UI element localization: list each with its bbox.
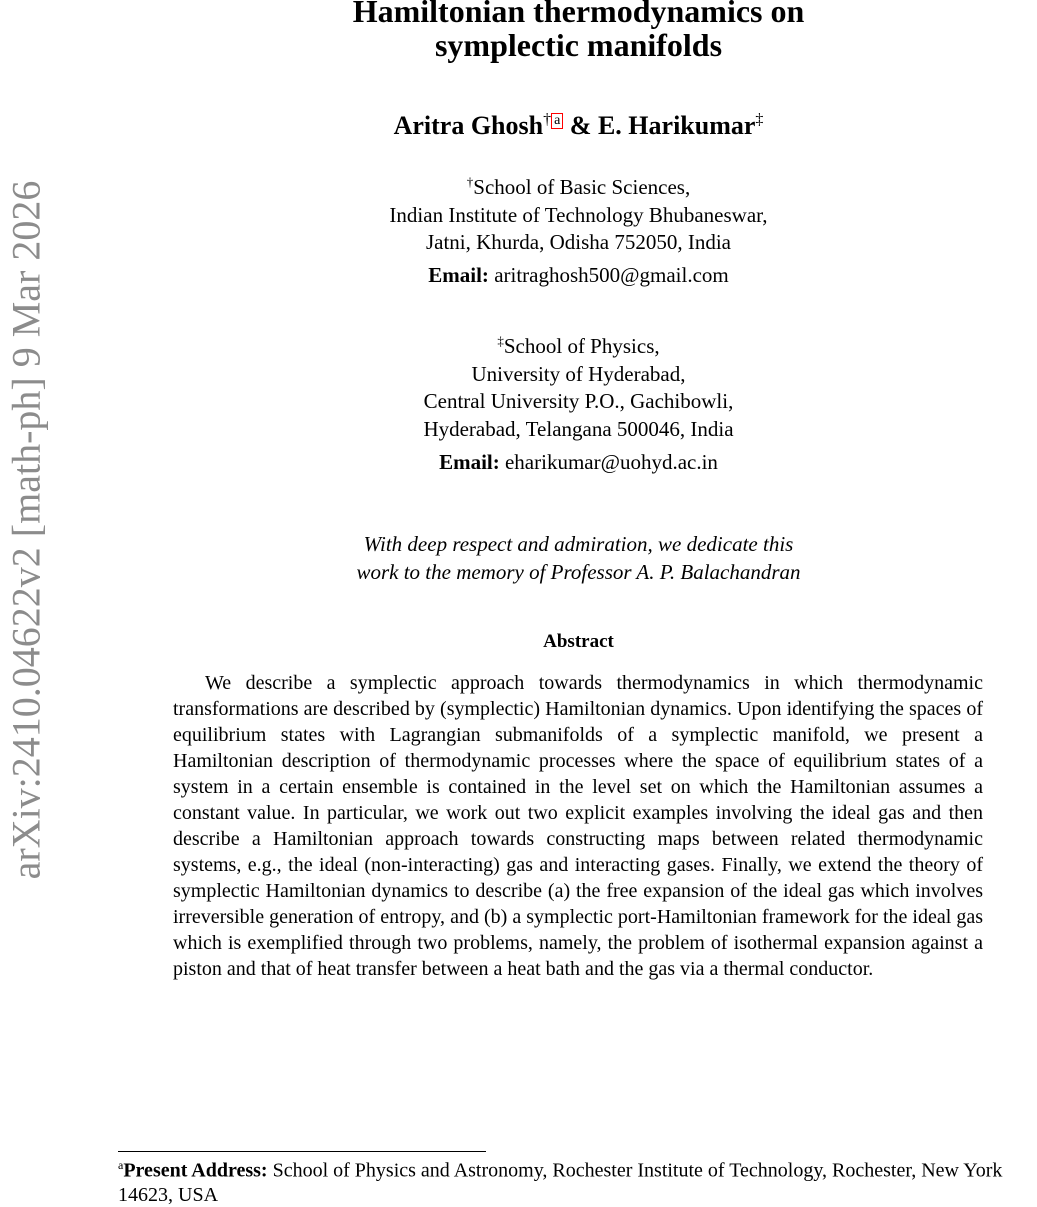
affiliation-1-line: Jatni, Khurda, Odisha 752050, India (425, 230, 732, 254)
title-line-1: Hamiltonian thermodynamics on (352, 0, 805, 29)
author-separator: & (569, 111, 592, 140)
email-address-2[interactable]: eharikumar@uohyd.ac.in (504, 450, 718, 474)
title-line-2: symplectic manifolds (434, 27, 723, 63)
author-1-name: Aritra Ghosh (393, 111, 544, 140)
affiliation-2-line: Central University P.O., Gachibowli, (423, 389, 734, 413)
author-1-affil-mark: † (543, 111, 552, 128)
abstract-text: We describe a symplectic approach towards thermodynamics in which thermodynamic transformations are described by (symplectic) Hamiltonian dynamics. Upon identifying the spaces of equilibrium states with Lagrangian submanifolds of a symplectic manifold, we present a Hamiltonian description of thermodynamic processes where the space of equilibrium states of a system in a certain ensemble is contained in the level set on which the Hamiltonian assumes a constant value. In particular, we work out two explicit examples involving the ideal gas and then describe a Hamiltonian approach towards constructing maps between related thermodynamic systems, e.g., the ideal (non-interacting) gas and interacting gases. Finally, we extend the theory of symplectic Hamiltonian dynamics to describe (a) the free expansion of the ideal gas which involves irreversible generation of entropy, and (b) a symplectic port-Hamiltonian framework for the ideal gas which is exemplified through two problems, namely, the problem of isothermal expansion against a piston and that of heat transfer between a heat bath and the gas via a thermal conductor. (173, 672, 983, 980)
affiliation-2 (0, 327, 1037, 443)
dedication (0, 530, 1037, 586)
email-label: Email: (439, 450, 500, 474)
affiliation-2-line: Hyderabad, Telangana 500046, India (423, 416, 734, 441)
abstract-heading: Abstract (543, 631, 614, 652)
footnote (118, 1153, 1037, 1207)
arxiv-side-stamp: arXiv:2410.04622v2 [math-ph] 9 Mar 2026 (3, 180, 49, 880)
email-address-1[interactable]: aritraghosh500@gmail.com (494, 263, 729, 287)
author-list (0, 111, 1037, 141)
affiliation-1-line: Indian Institute of Technology Bhubaneswar, (389, 202, 768, 227)
dedication-line-2: work to the memory of Professor A. P. Balachandran (356, 560, 801, 584)
affiliation-2-mark: ‡ (497, 333, 504, 348)
affiliation-1-line: †School of Basic Sciences, (466, 174, 691, 199)
author-2-name: E. Harikumar (597, 111, 756, 140)
affiliation-2-line: ‡School of Physics, (497, 333, 660, 358)
affiliation-2-line: University of Hyderabad, (471, 361, 686, 386)
email-2 (0, 450, 1037, 475)
email-label: Email: (428, 263, 489, 287)
affiliation-1-mark: † (466, 174, 474, 189)
author-2-affil-mark: ‡ (755, 111, 764, 128)
footnote-mark: a (118, 1158, 124, 1172)
footnote-link[interactable]: a (551, 113, 563, 129)
paper-title (0, 0, 1037, 62)
affiliation-1 (0, 168, 1037, 257)
footnote-label: Present Address: (123, 1159, 268, 1182)
footnote-text: School of Physics and Astronomy, Rochester Institute of Technology, Rochester, New York 14623, USA (118, 1159, 1003, 1206)
footnote-divider (118, 1151, 486, 1152)
email-1 (0, 263, 1037, 288)
dedication-line-1: With deep respect and admiration, we dedicate this (363, 532, 794, 556)
